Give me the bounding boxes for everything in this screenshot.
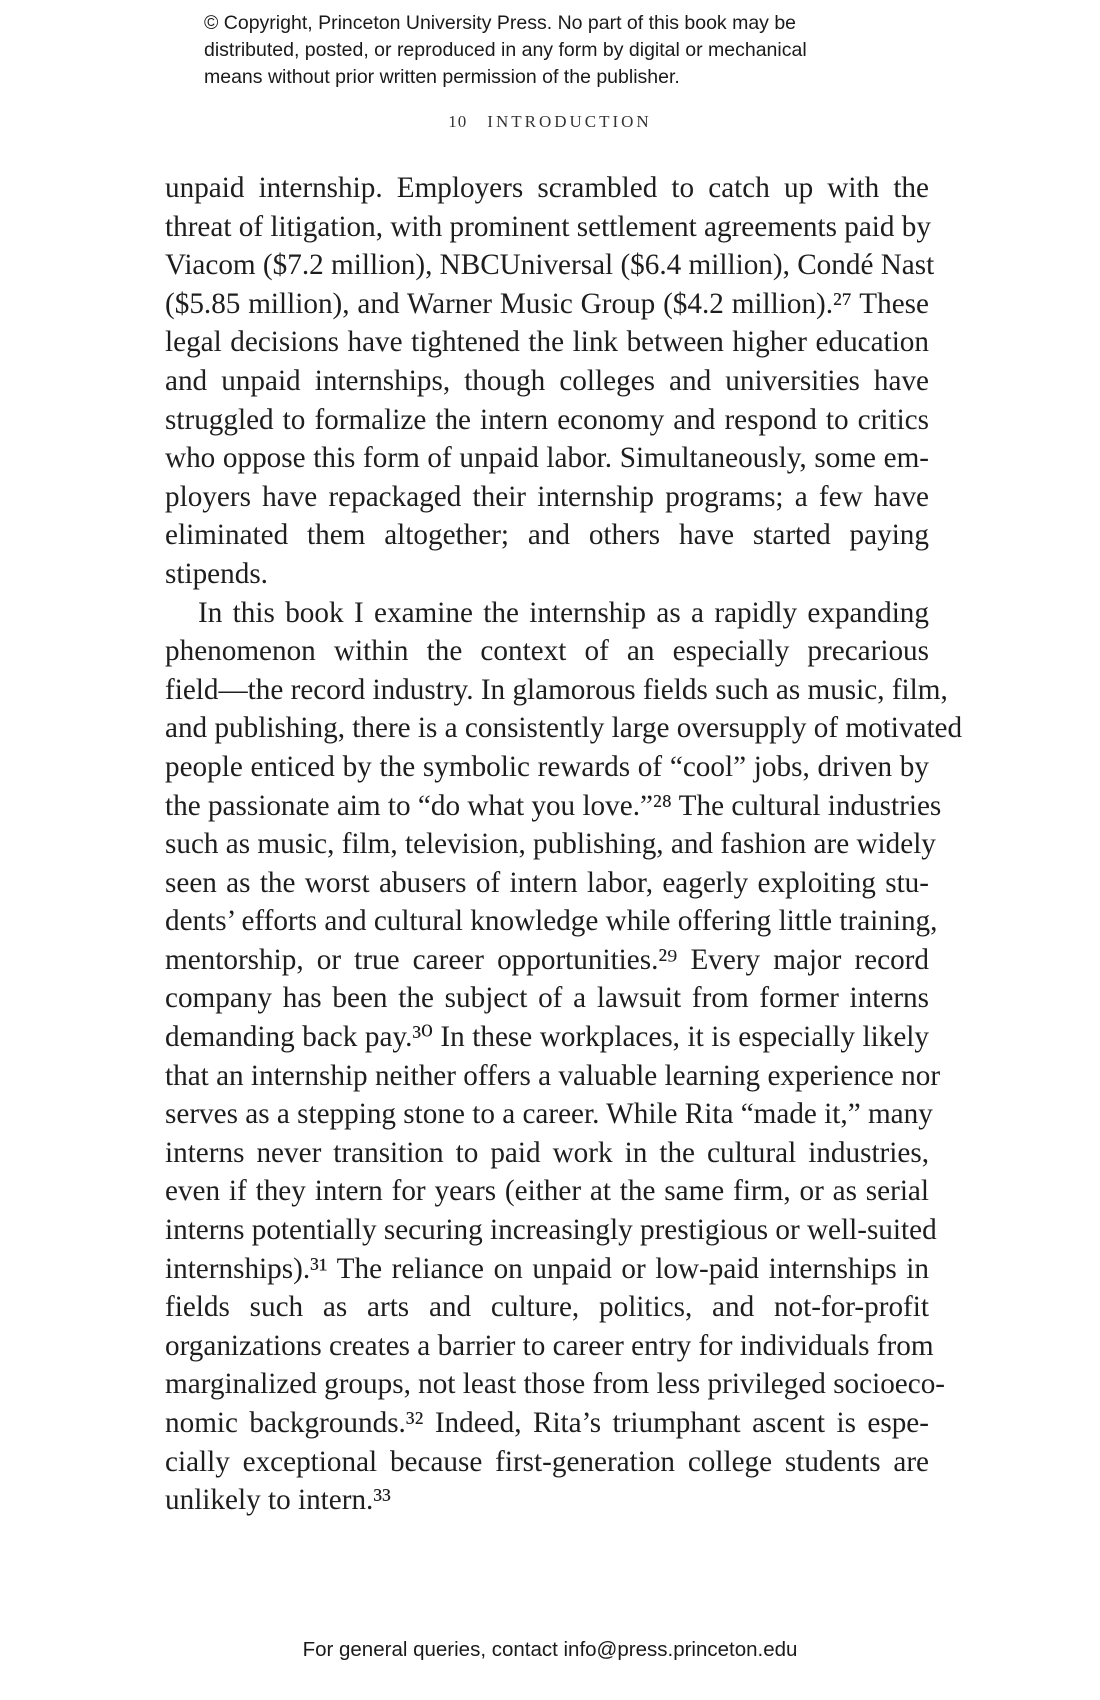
text-line: that an internship neither offers a valuable learning experience nor (165, 1059, 941, 1092)
text-line: who oppose this form of unpaid labor. Simultaneously, some em- (165, 442, 929, 475)
text-line: unpaid internship. Employers scrambled to catch up with the (165, 172, 929, 204)
text-line: people enticed by the symbolic rewards of “cool” jobs, driven by (165, 750, 929, 783)
text-line: such as music, film, television, publishing, and fashion are widely (165, 828, 936, 861)
page-number: 10 (448, 112, 468, 131)
text-line: threat of litigation, with prominent settlement agreements paid by (165, 210, 931, 243)
text-line: company has been the subject of a lawsuit from former interns (165, 982, 929, 1015)
text-line: field—the record industry. In glamorous fields such as music, film, (165, 673, 948, 706)
text-line: ployers have repackaged their internship programs; a few have (165, 480, 929, 513)
text-line: demanding back pay.³⁰ In these workplaces, it is especially likely (165, 1021, 929, 1054)
text-line: mentorship, or true career opportunities.²⁹ Every major record (165, 943, 929, 976)
footer-contact: For general queries, contact info@press.princeton.edu (302, 1638, 798, 1661)
text-line: dents’ efforts and cultural knowledge while offering little training, (165, 905, 938, 938)
copyright-line: © Copyright, Princeton University Press. No part of this book may be (204, 12, 797, 34)
text-line: serves as a stepping stone to a career. While Rita “made it,” many (165, 1098, 933, 1131)
text-line: unlikely to intern.³³ (165, 1484, 391, 1517)
text-line: interns potentially securing increasingly prestigious or well-suited (165, 1214, 937, 1247)
text-line: fields such as arts and culture, politics, and not-for-profit (165, 1291, 929, 1324)
text-line: seen as the worst abusers of intern labor, eagerly exploiting stu- (165, 866, 929, 899)
text-line: eliminated them altogether; and others have started paying (165, 519, 929, 552)
text-line: internships).³¹ The reliance on unpaid or low-paid internships in (165, 1252, 929, 1285)
text-line: struggled to formalize the intern economy and respond to critics (165, 403, 929, 436)
copyright-notice (204, 10, 964, 91)
text-line: cially exceptional because first-generation college students are (165, 1445, 929, 1478)
text-line: organizations creates a barrier to career entry for individuals from (165, 1329, 934, 1362)
running-head (0, 112, 1100, 132)
text-line: phenomenon within the context of an especially precarious (165, 635, 929, 668)
text-line: nomic backgrounds.³² Indeed, Rita’s triumphant ascent is espe- (165, 1407, 929, 1439)
text-line: In this book I examine the internship as a rapidly expanding (198, 596, 929, 629)
body-text (165, 169, 963, 1520)
text-line: the passionate aim to “do what you love.”²⁸ The cultural industries (165, 789, 942, 822)
text-line: stipends. (165, 557, 268, 590)
text-line: and unpaid internships, though colleges and universities have (165, 364, 929, 397)
text-line: Viacom ($7.2 million), NBCUniversal ($6.4 million), Condé Nast (165, 249, 935, 282)
copyright-line: distributed, posted, or reproduced in any form by digital or mechanical (204, 39, 807, 61)
text-line: ($5.85 million), and Warner Music Group ($4.2 million).²⁷ These (165, 287, 929, 320)
text-line: marginalized groups, not least those from less privileged socioeco- (165, 1368, 946, 1401)
text-line: and publishing, there is a consistently large oversupply of motivated (165, 712, 963, 745)
copyright-line: means without prior written permission of the publisher. (204, 66, 680, 88)
section-title: INTRODUCTION (487, 112, 652, 131)
text-line: interns never transition to paid work in the cultural industries, (165, 1136, 929, 1169)
text-line: legal decisions have tightened the link between higher education (165, 326, 929, 359)
text-line: even if they intern for years (either at the same firm, or as serial (165, 1175, 929, 1208)
